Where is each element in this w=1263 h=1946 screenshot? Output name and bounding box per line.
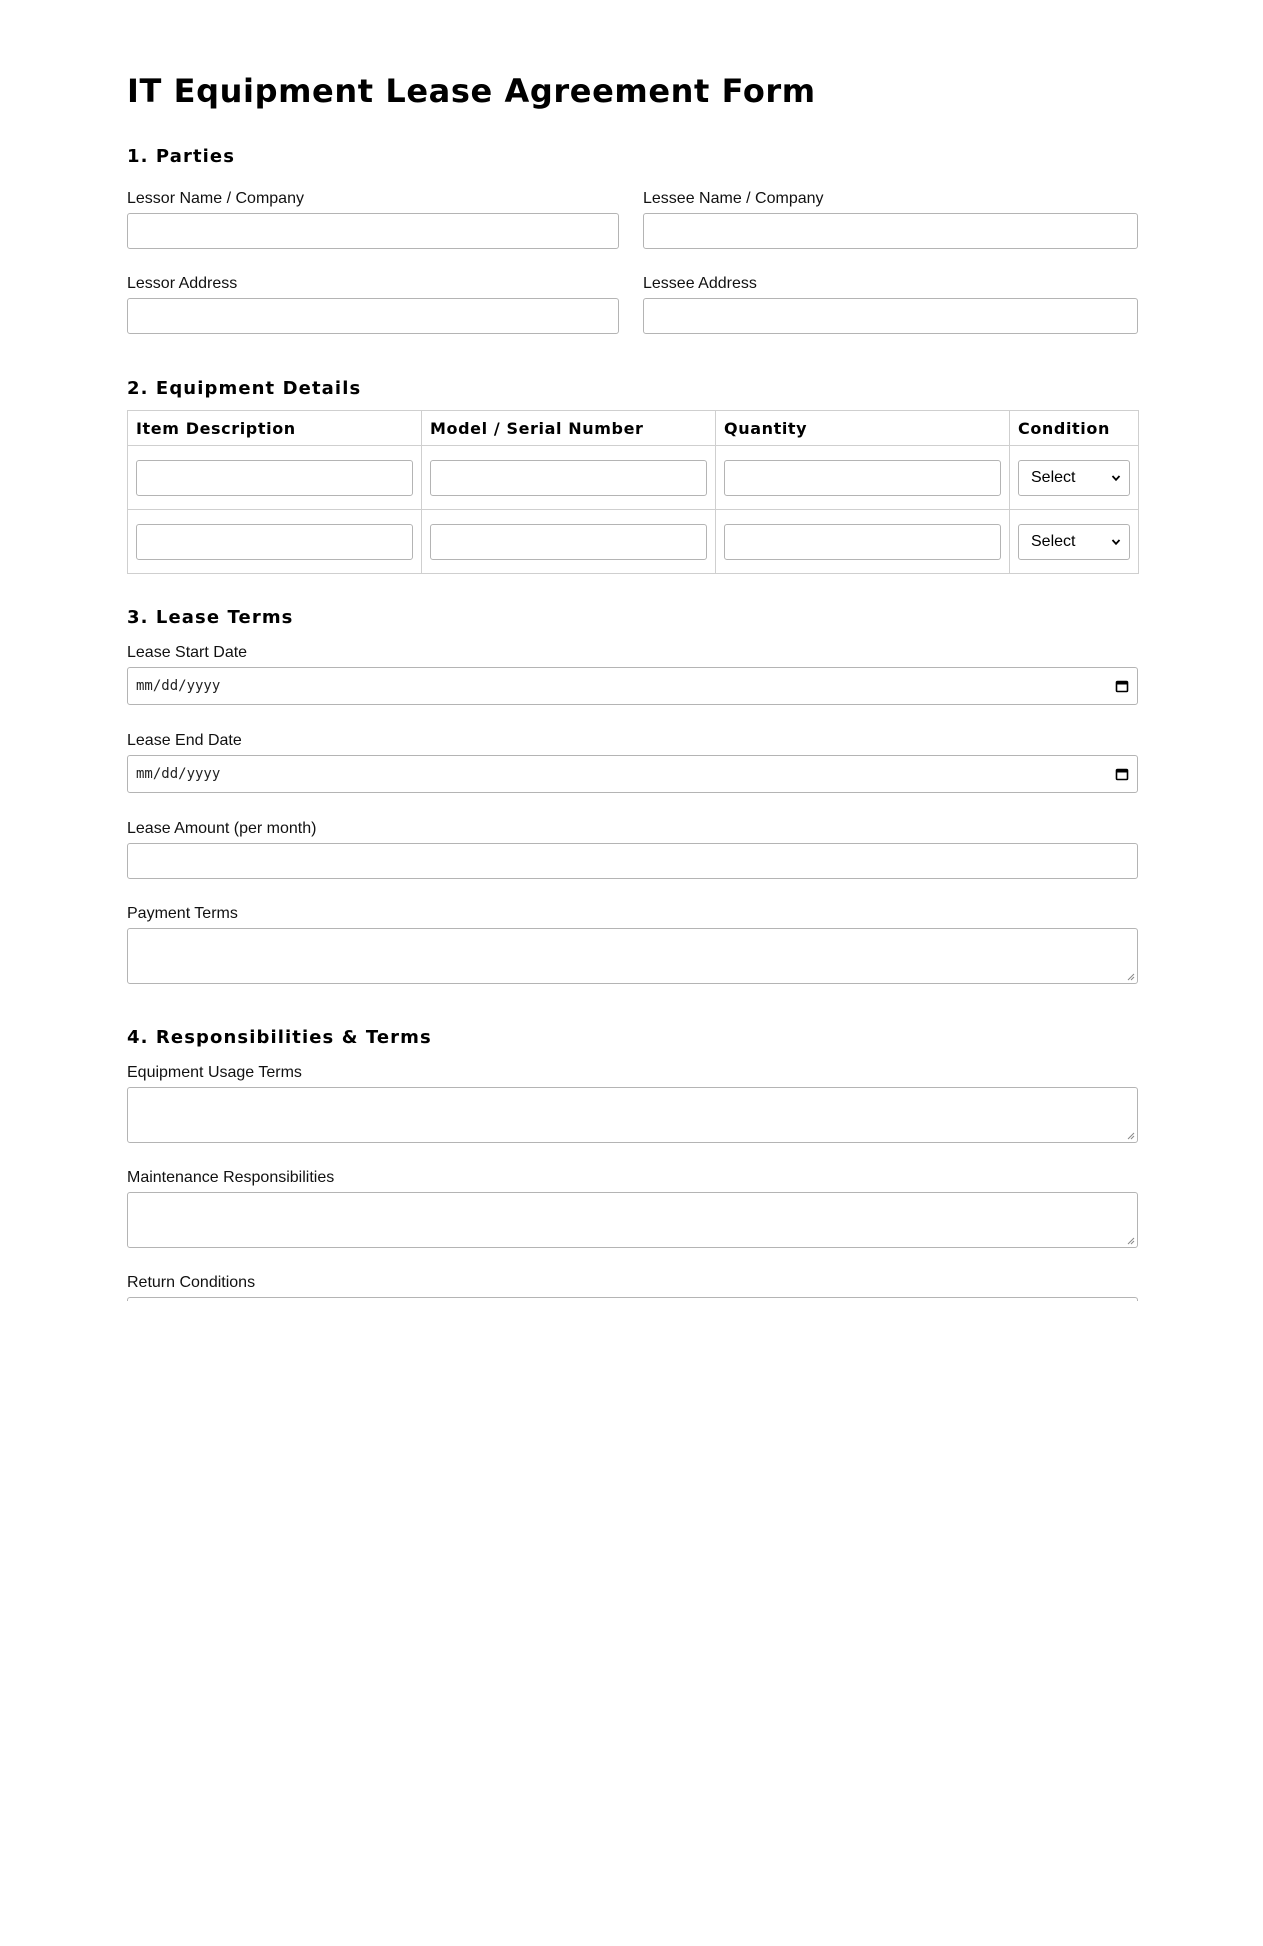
column-header-condition: Condition	[1010, 411, 1139, 446]
table-row	[128, 510, 1139, 574]
cell-quantity	[716, 446, 1010, 510]
cell-quantity	[716, 510, 1010, 574]
usage-terms-textarea[interactable]	[127, 1087, 1138, 1143]
maintenance-label: Maintenance Responsibilities	[127, 1169, 335, 1186]
cell-condition	[1010, 446, 1139, 510]
column-header-quantity: Quantity	[716, 411, 1010, 446]
section-title-equipment: 2. Equipment Details	[127, 378, 362, 399]
column-header-item-description: Item Description	[128, 411, 422, 446]
section-title-lease-terms: 3. Lease Terms	[127, 607, 294, 628]
lease-end-date-placeholder: mm/dd/yyyy	[136, 766, 221, 782]
calendar-icon[interactable]	[1115, 679, 1129, 693]
lessor-name-label: Lessor Name / Company	[127, 190, 304, 207]
quantity-input[interactable]	[724, 460, 1001, 496]
return-conditions-textarea[interactable]	[127, 1297, 1138, 1301]
lessor-address-label: Lessor Address	[127, 275, 238, 292]
payment-terms-textarea[interactable]	[127, 928, 1138, 984]
chevron-down-icon	[1111, 473, 1121, 483]
resize-grip-icon[interactable]	[1127, 1132, 1135, 1140]
column-header-model-serial: Model / Serial Number	[422, 411, 716, 446]
condition-select[interactable]	[1018, 524, 1130, 560]
quantity-input[interactable]	[724, 524, 1001, 560]
model-serial-input[interactable]	[430, 524, 707, 560]
item-description-input[interactable]	[136, 460, 413, 496]
equipment-table-header	[128, 411, 1139, 446]
usage-terms-label: Equipment Usage Terms	[127, 1064, 302, 1081]
lessor-name-input[interactable]	[127, 213, 619, 249]
cell-item-description	[128, 446, 422, 510]
model-serial-input[interactable]	[430, 460, 707, 496]
cell-model-serial	[422, 446, 716, 510]
condition-select-value: Select	[1031, 532, 1076, 550]
lease-amount-label: Lease Amount (per month)	[127, 820, 317, 837]
table-row	[128, 446, 1139, 510]
resize-grip-icon[interactable]	[1127, 1237, 1135, 1245]
payment-terms-label: Payment Terms	[127, 905, 238, 922]
calendar-icon[interactable]	[1115, 767, 1129, 781]
lease-amount-input[interactable]	[127, 843, 1138, 879]
page-title: IT Equipment Lease Agreement Form	[127, 72, 816, 110]
lease-start-date-label: Lease Start Date	[127, 644, 248, 661]
lease-start-date-placeholder: mm/dd/yyyy	[136, 678, 221, 694]
section-title-responsibilities: 4. Responsibilities & Terms	[127, 1027, 432, 1048]
lease-end-date-label: Lease End Date	[127, 732, 242, 749]
item-description-input[interactable]	[136, 524, 413, 560]
cell-model-serial	[422, 510, 716, 574]
lessor-address-input[interactable]	[127, 298, 619, 334]
condition-select[interactable]	[1018, 460, 1130, 496]
chevron-down-icon	[1111, 537, 1121, 547]
cell-item-description	[128, 510, 422, 574]
condition-select-value: Select	[1031, 468, 1076, 486]
lessee-address-input[interactable]	[643, 298, 1138, 334]
resize-grip-icon[interactable]	[1127, 973, 1135, 981]
lessee-name-input[interactable]	[643, 213, 1138, 249]
lessee-name-label: Lessee Name / Company	[643, 190, 824, 207]
section-title-parties: 1. Parties	[127, 146, 236, 167]
lease-end-date-input[interactable]	[127, 755, 1138, 793]
equipment-table	[127, 410, 1139, 574]
lease-start-date-input[interactable]	[127, 667, 1138, 705]
lessee-address-label: Lessee Address	[643, 275, 757, 292]
maintenance-textarea[interactable]	[127, 1192, 1138, 1248]
cell-condition	[1010, 510, 1139, 574]
return-conditions-label: Return Conditions	[127, 1274, 256, 1291]
